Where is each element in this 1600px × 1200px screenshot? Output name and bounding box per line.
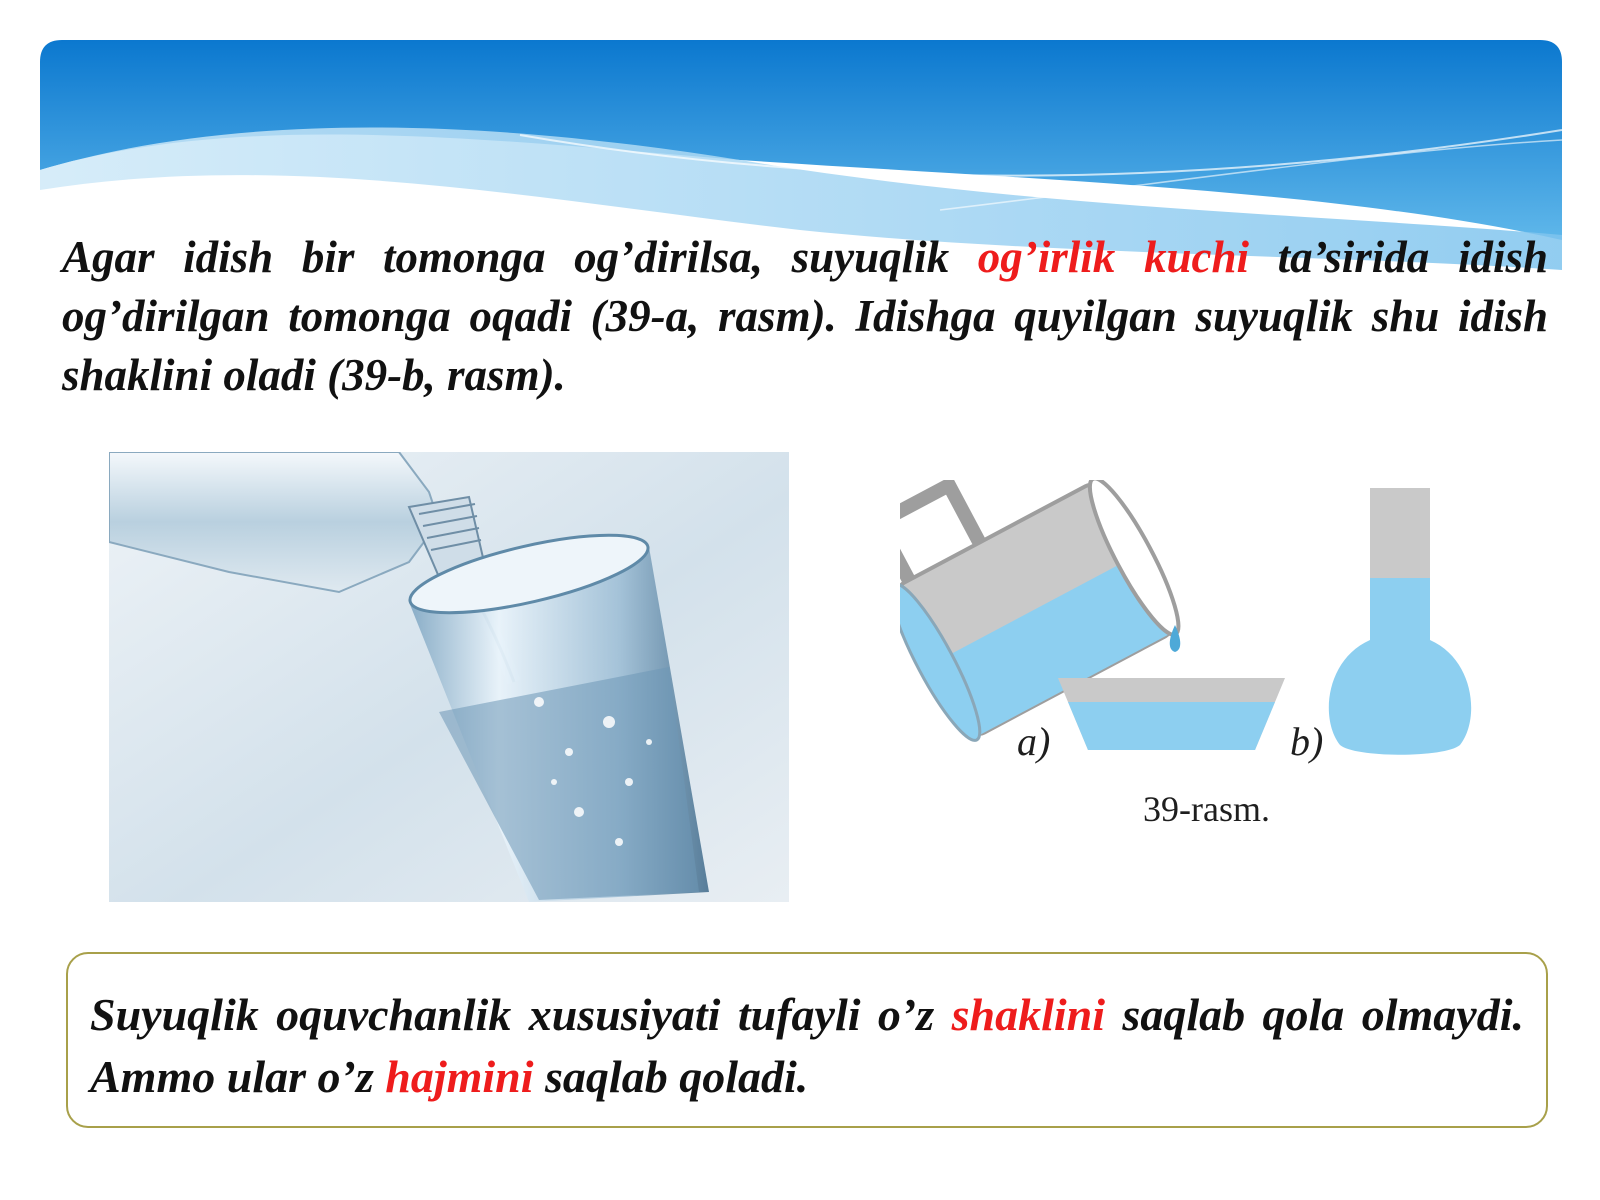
shape-highlight: shaklini [951,989,1105,1040]
note-text-3: saqlab qoladi. [533,1051,809,1102]
note-text-2: saqlab qola olmaydi. Ammo ular o’z [90,989,1524,1102]
figure-caption: 39-rasm. [1143,789,1270,829]
note-paragraph [90,984,1524,1108]
intro-text-1: Agar idish bir tomonga og’dirilsa, suyuqlik [62,232,978,282]
liquid-diagram [900,480,1520,840]
intro-text-2: ta’sirida idish og’dirilgan tomonga oqadi (39-a, rasm). Idishga quyilgan suyuqlik shu idish shaklini oladi (39-b, rasm). [62,232,1548,400]
volume-highlight: hajmini [385,1051,534,1102]
gravity-highlight: og’irlik kuchi [977,232,1249,282]
note-text-1: Suyuqlik oquvchanlik xususiyati tufayli o’z [90,989,952,1040]
water-glass-photo [109,452,789,902]
bowl [1058,678,1285,750]
flask [1329,488,1471,755]
intro-paragraph [62,228,1548,405]
figure-label-b: b) [1290,719,1324,764]
figure-label-a: a) [1017,719,1051,764]
